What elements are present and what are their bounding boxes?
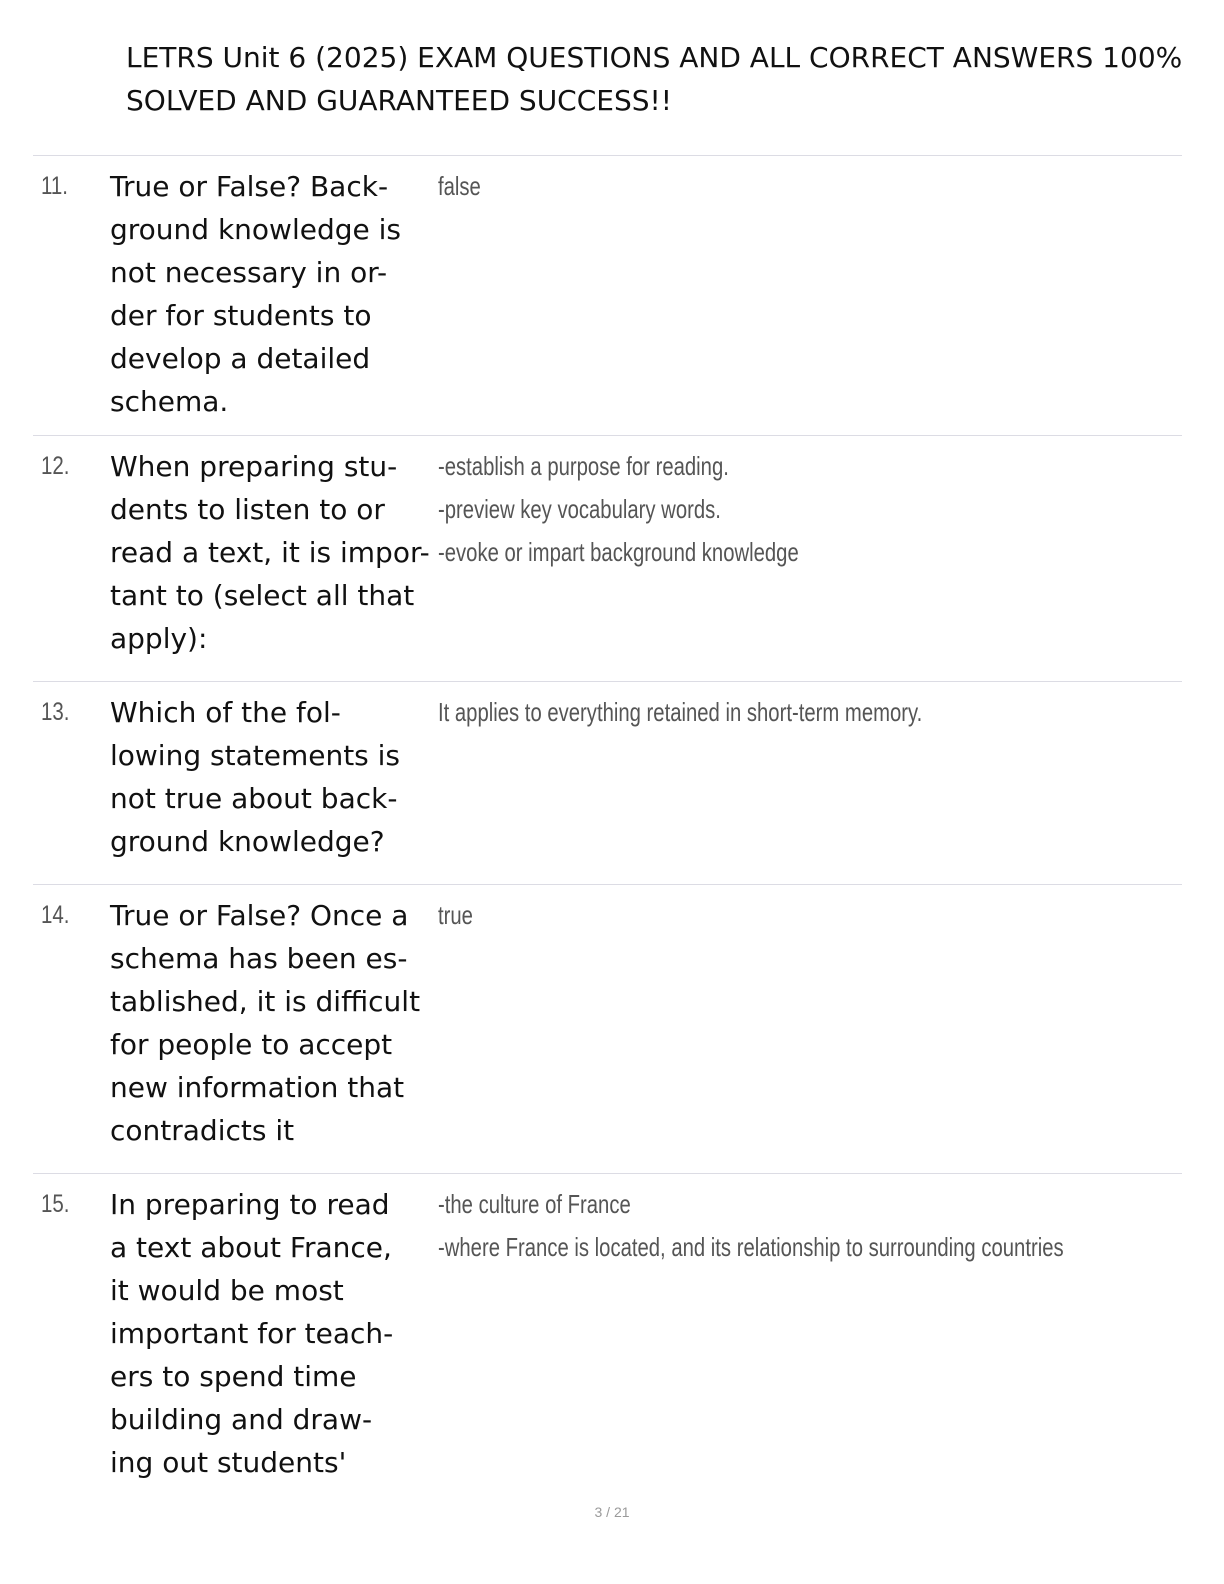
question-line: schema has been es- — [110, 942, 408, 975]
answer-line: It applies to everything retained in short-term memory. — [438, 697, 923, 727]
question-row-15 — [33, 1173, 1182, 1493]
question-number: 12. — [41, 452, 70, 480]
document-title — [126, 36, 1224, 122]
question-line: contradicts it — [110, 1114, 295, 1147]
answer-line: -establish a purpose for reading. — [438, 451, 729, 481]
question-line: lowing statements is — [110, 739, 401, 772]
answer-text — [438, 445, 1178, 574]
answer-line: false — [438, 171, 481, 201]
question-line: ground knowledge? — [110, 825, 385, 858]
question-line: dents to listen to or — [110, 493, 385, 526]
question-line: tant to (select all that — [110, 579, 415, 612]
question-row-11 — [33, 155, 1182, 435]
question-number: 13. — [41, 698, 70, 726]
answer-line: -evoke or impart background knowledge — [438, 537, 799, 567]
question-line: tablished, it is difficult — [110, 985, 421, 1018]
question-line: When preparing stu- — [110, 450, 398, 483]
title-line: LETRS Unit 6 (2025) EXAM QUESTIONS AND ALL CORRECT ANSWERS 100% — [126, 41, 1183, 74]
question-text — [110, 1183, 440, 1484]
question-line: True or False? Back- — [110, 170, 389, 203]
question-line: schema. — [110, 385, 229, 418]
question-text — [110, 894, 440, 1152]
answer-line: -the culture of France — [438, 1189, 631, 1219]
question-line: der for students to — [110, 299, 372, 332]
question-line: building and draw- — [110, 1403, 373, 1436]
question-number: 15. — [41, 1190, 70, 1218]
question-list — [33, 155, 1182, 1493]
question-line: ground knowledge is — [110, 213, 402, 246]
question-line: develop a detailed — [110, 342, 371, 375]
title-line: SOLVED AND GUARANTEED SUCCESS!! — [126, 84, 672, 117]
question-number: 11. — [41, 172, 68, 200]
answer-text — [438, 1183, 1178, 1269]
answer-text — [438, 165, 1178, 208]
question-text — [110, 165, 440, 423]
question-line: ing out students' — [110, 1446, 347, 1479]
answer-line: -where France is located, and its relationship to surrounding countries — [438, 1232, 1064, 1262]
question-line: a text about France, — [110, 1231, 392, 1264]
question-row-14 — [33, 884, 1182, 1173]
question-line: for people to accept — [110, 1028, 393, 1061]
answer-text — [438, 691, 1178, 734]
question-number: 14. — [41, 901, 70, 929]
question-row-12 — [33, 435, 1182, 681]
question-line: apply): — [110, 622, 208, 655]
question-line: ers to spend time — [110, 1360, 357, 1393]
question-line: not true about back- — [110, 782, 398, 815]
question-line: it would be most — [110, 1274, 344, 1307]
question-line: In preparing to read — [110, 1188, 390, 1221]
question-text — [110, 445, 440, 660]
answer-line: true — [438, 900, 473, 930]
answer-line: -preview key vocabulary words. — [438, 494, 721, 524]
question-line: not necessary in or- — [110, 256, 388, 289]
question-line: read a text, it is impor- — [110, 536, 430, 569]
question-row-13 — [33, 681, 1182, 884]
question-line: new information that — [110, 1071, 405, 1104]
answer-text — [438, 894, 1178, 937]
page-number: 3 / 21 — [594, 1504, 630, 1520]
question-line: True or False? Once a — [110, 899, 409, 932]
question-text — [110, 691, 440, 863]
question-line: Which of the fol- — [110, 696, 341, 729]
question-line: important for teach- — [110, 1317, 394, 1350]
